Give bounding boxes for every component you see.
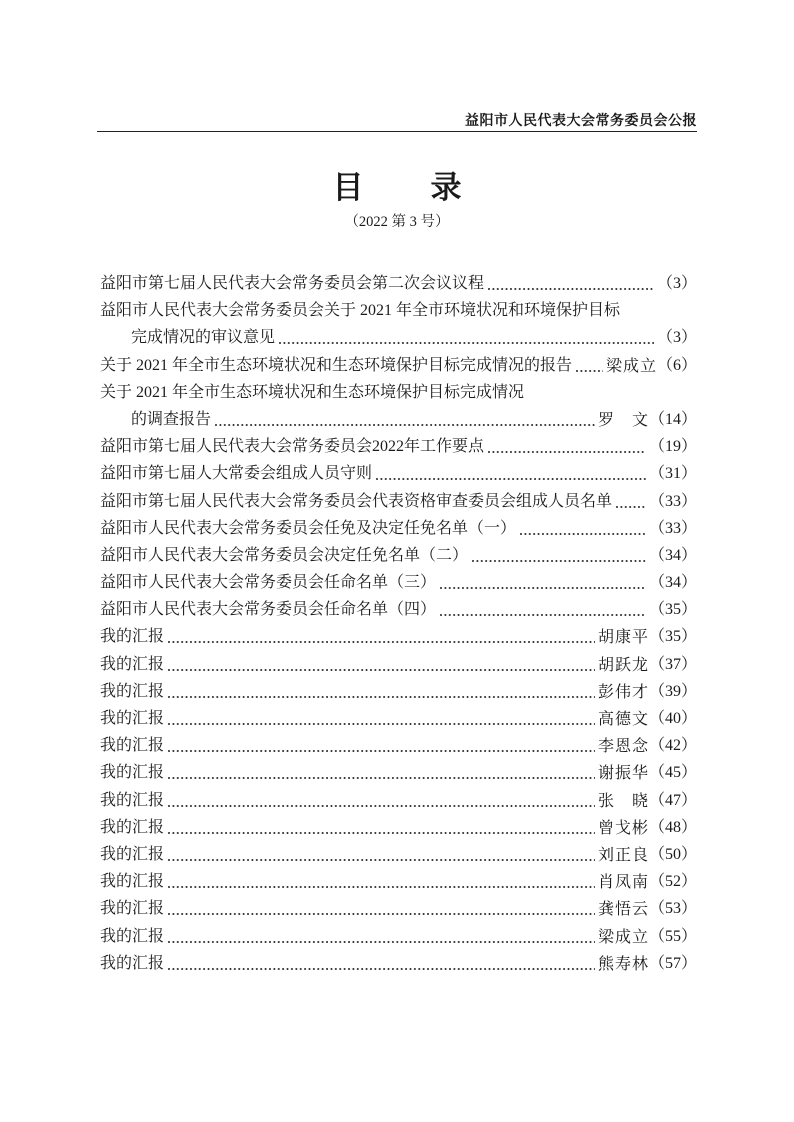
toc-entry [100,488,697,515]
leader-dots [168,732,595,759]
leader-dots [440,596,646,623]
leader-dots [616,488,646,515]
toc-entry-author: 龚悟云 [597,899,649,919]
leader-dots [576,352,603,379]
toc-entry-title: 益阳市第七届人大常委会组成人员守则 [100,465,373,483]
toc-entry [100,569,697,596]
toc-line [100,841,697,868]
toc-entry-title: 我的汇报 [100,791,165,809]
toc-line [100,596,697,623]
toc-entry-title: 我的汇报 [100,927,165,945]
toc-entry-title: 我的汇报 [100,954,165,972]
toc-entry-title: 益阳市第七届人民代表大会常务委员会第二次会议议程 [100,275,485,292]
leader-dots [168,814,595,841]
toc-line [100,868,697,895]
toc-entry-page: （57） [648,954,697,972]
toc-entry-page: （34） [648,574,697,592]
toc-entry-title: 关于 2021 年全市生态环境状况和生态环境保护目标完成情况 [100,383,525,401]
toc-list [100,270,697,977]
header-rule [97,131,697,132]
toc-entry-author: 梁成立 [605,355,657,375]
toc-entry-page: （42） [648,737,697,755]
toc-line [100,515,697,542]
toc-entry [100,895,697,922]
toc-line [100,678,697,705]
toc-entry-page: （39） [648,682,697,700]
leader-dots [520,515,646,542]
toc-entry-page: （50） [648,845,697,863]
toc-entry-page: （53） [648,900,697,918]
toc-entry-title: 我的汇报 [100,628,165,646]
toc-entry-page: （34） [648,546,697,564]
toc-entry-author: 张 晓 [597,790,649,810]
toc-entry [100,352,697,379]
toc-entry-author: 熊寿林 [597,953,649,973]
toc-line [100,433,697,460]
toc-entry [100,433,697,460]
toc-entry [100,705,697,732]
toc-entry-page: （33） [648,519,697,537]
toc-entry-page: （6） [656,356,697,374]
toc-entry-author: 谢振华 [597,763,649,783]
toc-entry-title: 我的汇报 [100,818,165,836]
toc-entry-title: 我的汇报 [100,737,165,755]
leader-dots [488,433,646,460]
toc-entry-page: （19） [648,438,697,456]
leader-dots [279,324,654,351]
toc-line [100,732,697,759]
toc-entry-author: 胡跃龙 [597,654,649,674]
toc-entry-title: 益阳市人民代表大会常务委员会任命名单（四） [100,601,437,619]
leader-dots [440,569,646,596]
toc-entry-title: 我的汇报 [100,655,165,673]
toc-entry-author: 高德文 [597,709,649,728]
toc-line [100,759,697,786]
toc-entry-page: （37） [648,655,697,673]
leader-dots [488,270,654,297]
toc-line-continued [100,324,697,351]
toc-entry [100,515,697,542]
toc-entry-page: （31） [648,465,697,483]
leader-dots [168,678,595,705]
toc-entry [100,460,697,487]
toc-line [100,950,697,977]
leader-dots [168,705,595,732]
toc-entry-author: 彭伟才 [597,681,649,701]
toc-entry [100,759,697,786]
toc-entry-page: （48） [648,818,697,836]
toc-entry-page: （35） [648,601,697,619]
toc-entry-title: 我的汇报 [100,682,165,700]
toc-entry [100,923,697,950]
leader-dots [168,841,595,868]
toc-entry [100,297,697,351]
toc-line [100,923,697,950]
toc-line [100,787,697,814]
toc-entry [100,542,697,569]
toc-entry-page: （40） [648,710,697,727]
toc-line [100,379,697,406]
toc-entry-title: 益阳市人民代表大会常务委员会决定任免名单（二） [100,546,469,564]
toc-entry-page: （33） [648,492,697,510]
toc-entry-author: 曾戈彬 [597,817,649,837]
toc-entry [100,868,697,895]
toc-entry-page: （47） [648,791,697,809]
toc-line [100,352,697,379]
toc-entry [100,950,697,977]
toc-entry-title: 益阳市人民代表大会常务委员会任免及决定任免名单（一） [100,519,517,537]
toc-entry [100,651,697,678]
toc-line [100,623,697,650]
toc-line [100,651,697,678]
toc-entry [100,814,697,841]
toc-entry [100,787,697,814]
leader-dots [168,950,595,977]
toc-line-continued [100,406,697,433]
leader-dots [215,406,595,433]
toc-line [100,542,697,569]
leader-dots [168,651,595,678]
toc-entry-author: 李恩念 [597,736,649,756]
toc-entry-page: （3） [656,329,697,347]
toc-entry-author: 胡康平 [597,627,649,647]
toc-entry [100,270,697,297]
leader-dots [168,787,595,814]
toc-line [100,270,697,297]
toc-entry-title: 我的汇报 [100,710,165,727]
toc-entry-page: （35） [648,628,697,646]
toc-entry [100,623,697,650]
toc-entry-page: （52） [648,873,697,891]
toc-entry [100,841,697,868]
toc-entry-title: 我的汇报 [100,764,165,782]
issue-number: （2022 第 3 号） [344,214,450,230]
toc-entry [100,732,697,759]
leader-dots [472,542,646,569]
page-title: 目 录 [332,170,480,205]
toc-entry-title: 益阳市人民代表大会常务委员会关于 2021 年全市环境状况和环境保护目标 [100,302,621,320]
leader-dots [376,460,646,487]
toc-entry-title: 益阳市第七届人民代表大会常务委员会代表资格审查委员会组成人员名单 [100,492,613,510]
leader-dots [168,923,595,950]
toc-line [100,569,697,596]
toc-entry-author: 梁成立 [597,926,649,946]
toc-entry-page: （45） [648,764,697,782]
toc-entry-title: 关于 2021 年全市生态环境状况和生态环境保护目标完成情况的报告 [100,356,573,374]
toc-line [100,488,697,515]
toc-line [100,705,697,732]
toc-entry-title: 我的汇报 [100,845,165,863]
toc-entry-title: 我的汇报 [100,873,165,891]
toc-entry-author: 罗 文 [597,409,649,429]
toc-entry-page: （55） [648,927,697,945]
toc-entry-title-continued: 的调查报告 [131,410,212,428]
publication-title: 益阳市人民代表大会常务委员会公报 [465,112,697,128]
toc-entry-author: 肖凤南 [597,872,649,892]
toc-entry-title-continued: 完成情况的审议意见 [131,329,276,347]
leader-dots [168,759,595,786]
toc-line [100,297,697,324]
toc-line [100,814,697,841]
leader-dots [168,623,595,650]
toc-entry [100,379,697,433]
toc-entry [100,678,697,705]
toc-entry-title: 益阳市人民代表大会常务委员会任命名单（三） [100,574,437,592]
toc-entry-title: 我的汇报 [100,900,165,918]
toc-entry-author: 刘正良 [597,844,649,864]
toc-entry-title: 益阳市第七届人民代表大会常务委员会2022年工作要点 [100,438,485,456]
toc-entry [100,596,697,623]
toc-line [100,460,697,487]
toc-line [100,895,697,922]
leader-dots [168,895,595,922]
toc-entry-page: （3） [656,275,697,292]
toc-entry-page: （14） [648,410,697,428]
leader-dots [168,868,595,895]
